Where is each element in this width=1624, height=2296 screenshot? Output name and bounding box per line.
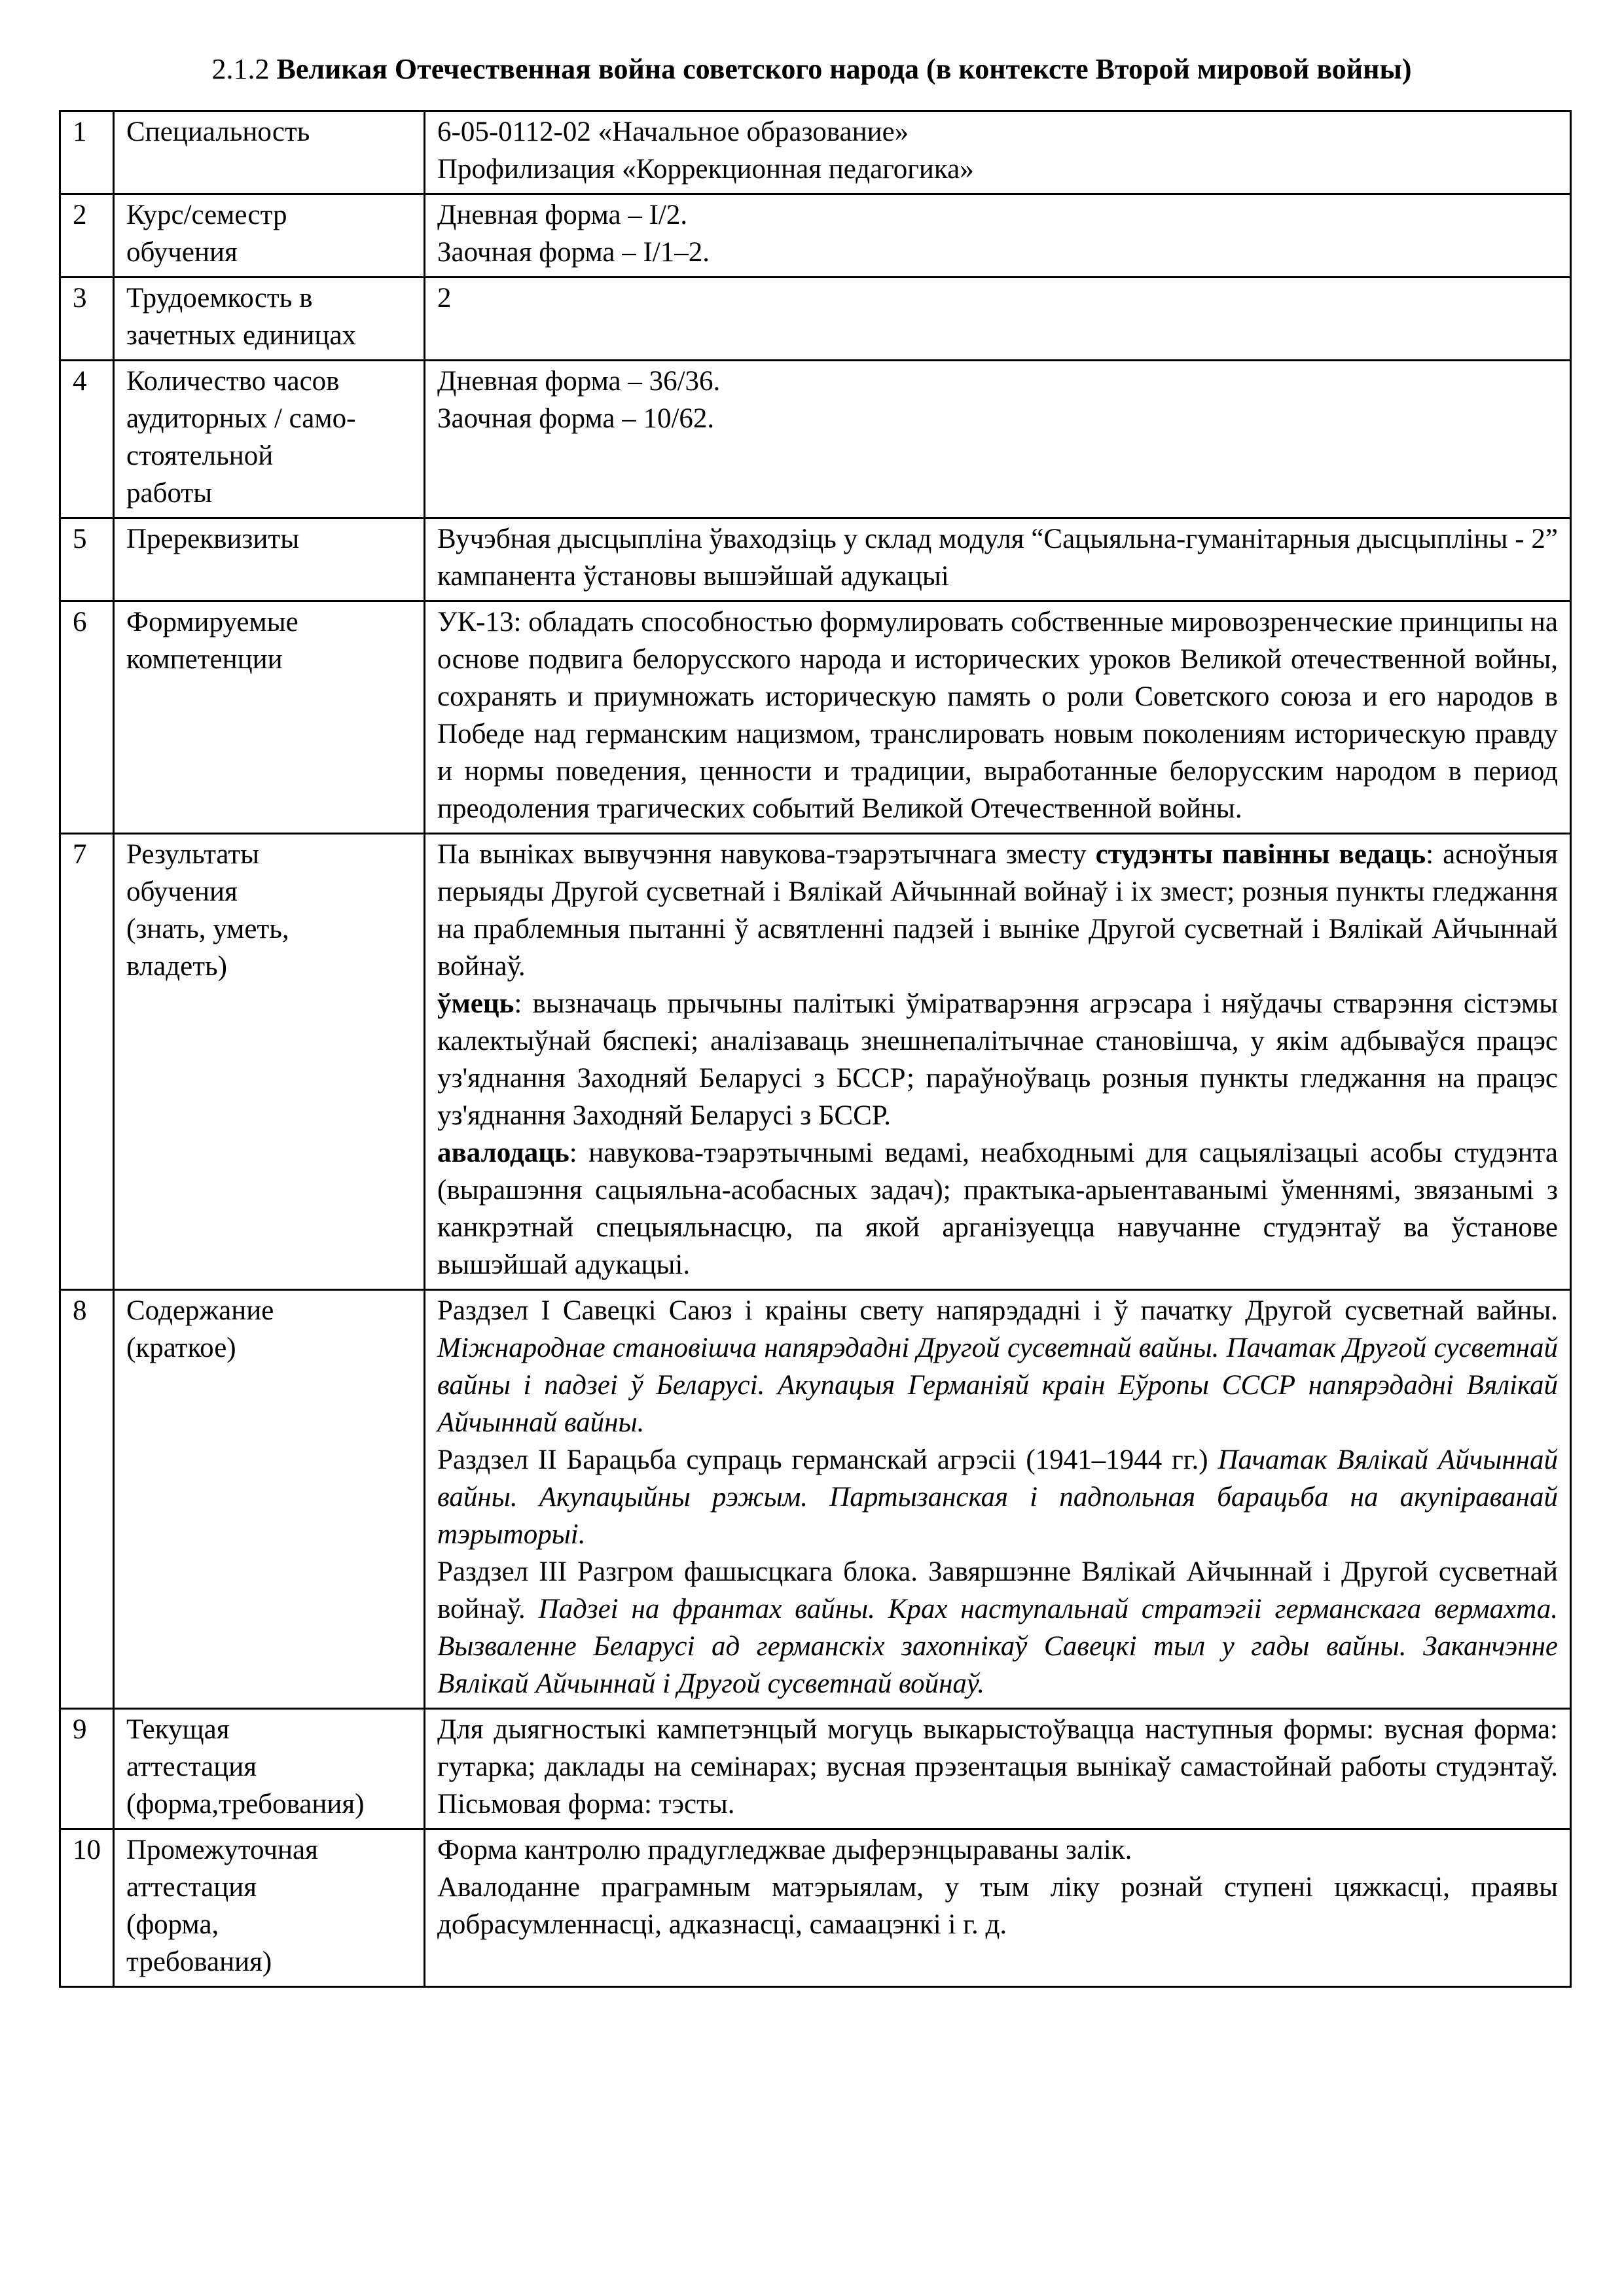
label-line: аттестация [126,1751,257,1782]
label-line: обучения [126,876,238,907]
label-line: аттестация [126,1872,257,1903]
section-topics: Пачатак Вялікай Айчыннай вайны. Акупацыйны рэжым. Партызанская і падпольная барацьба на акупіраванай тэрыторыі. [437,1444,1558,1550]
know-intro: Па выніках вывучэння навукова-тэарэтычнага зместу [437,839,1096,870]
row-number: 5 [60,518,114,601]
table-row [60,1709,1571,1829]
label-line: Текущая [126,1714,230,1745]
row-content [425,601,1571,834]
content-section [437,1441,1558,1553]
label-line: зачетных единицах [126,320,357,351]
content-paragraph: Для дыягностыкі кампетэнцый могуць выкарыстоўвацца наступныя формы: вусная форма: гутарка; даклады на семінарах; вусная прэзентацыя вынікаў самастойнай работы студэнтаў. Пісьмовая форма: тэсты. [437,1714,1558,1820]
label-line: Формируемые [126,607,298,637]
row-number: 10 [60,1829,114,1987]
skill-text: : вызначаць прычыны палітыкі ўміратварэння агрэсара і няўдачы стварэння сістэмы калектыўнай бяспекі; аналізаваць знешнепалітычнае становішча, у якім адбываўся працэс уз'яднання Заходняй Беларусі з БССР; параўноўваць розныя пункты гледжання на працэс уз'яднання Заходняй Беларусі з БССР. [437,988,1558,1131]
section-title: Великая Отечественная война советского народа (в контексте Второй мировой войны) [276,53,1412,85]
row-number: 4 [60,361,114,518]
table-row [60,361,1571,518]
label-line: (краткое) [126,1333,236,1363]
row-number: 8 [60,1290,114,1709]
content-line: Заочная форма – I/1–2. [437,237,710,268]
content-line: 2 [437,283,452,314]
own-text: : навукова-тэарэтычнымі ведамі, неабходнымі для сацыялізацыі асобы студэнта (вырашэння сацыяльна-асобасных задач); практыка-арыентаванымі ўменнямі, звязанымі з канкрэтнай спецыяльнасцю, па якой арганізуецца навучанне студэнтаў ва ўстанове вышэйшай адукацыі. [437,1138,1558,1280]
content-section [437,1292,1558,1441]
label-line: Пререквизиты [126,524,300,554]
label-line: требования) [126,1946,272,1977]
section-heading: Раздзел I Савецкі Саюз і краіны свету напярэдадні і ў пачатку Другой сусветнай вайны. [437,1295,1558,1326]
row-label [114,361,425,518]
row-label [114,1829,425,1987]
content-line: Профилизация «Коррекционная педагогика» [437,154,974,185]
content-section [437,1553,1558,1702]
row-label [114,1709,425,1829]
label-line: Результаты [126,839,260,870]
section-heading: Раздзел II Барацьба супраць германскай агрэсіі (1941–1944 гг.) [437,1444,1218,1475]
table-row [60,518,1571,601]
row-number: 7 [60,834,114,1290]
table-row [60,194,1571,278]
section-topics: Міжнароднае становішча напярэдадні Другой сусветнай вайны. Пачатак Другой сусветнай вайны і падзеі ў Беларусі. Акупацыя Германіяй краін Еўропы СССР напярэдадні Вялікай Айчыннай вайны. [437,1333,1558,1438]
row-number: 1 [60,111,114,194]
label-line: владеть) [126,951,227,982]
content-line: Заочная форма – 10/62. [437,403,715,434]
content-paragraph: УК-13: обладать способностью формулировать собственные мировозренческие принципы на основе подвига белорусского народа и исторических уроков Великой отечественной войны, сохранять и приумножать историческую память о роли Советского союза и его народов в Победе над германским нацизмом, транслировать новым поколениям историческую правду и нормы поведения, ценности и традиции, выработанные белорусским народом в период преодоления трагических событий Великой Отечественной войны. [437,607,1558,824]
row-number: 9 [60,1709,114,1829]
label-line: аудиторных / само- [126,403,356,434]
row-content [425,518,1571,601]
content-line: Дневная форма – I/2. [437,200,688,230]
know-heading: студэнты павінны ведаць [1095,839,1426,870]
content-paragraph: Вучэбная дысцыпліна ўваходзіць у склад модуля “Сацыяльна-гуманітарныя дысцыпліны - 2” кампанента ўстановы вышэйшай адукацыі [437,524,1558,592]
content-line: Дневная форма – 36/36. [437,366,721,397]
table-row [60,601,1571,834]
learning-own [437,1134,1558,1283]
section-number: 2.1.2 [211,53,270,85]
label-line: (форма, [126,1909,219,1940]
label-line: Промежуточная [126,1835,318,1865]
row-content [425,834,1571,1290]
label-line: Количество часов [126,366,340,397]
learning-know [437,836,1558,985]
label-line: (форма,требования) [126,1789,365,1820]
skill-heading: ўмець [437,988,514,1019]
content-paragraph: Авалоданне праграмным матэрыялам, у тым ліку рознай ступені цяжкасці, праявы добрасумленнасці, адказнасці, самаацэнкі і г. д. [437,1872,1558,1940]
row-number: 2 [60,194,114,278]
row-number: 6 [60,601,114,834]
row-content [425,194,1571,278]
row-label [114,278,425,361]
table-row [60,1290,1571,1709]
label-line: (знать, уметь, [126,914,289,944]
row-label [114,518,425,601]
label-line: обучения [126,237,238,268]
learning-skill [437,985,1558,1134]
row-label [114,1290,425,1709]
label-line: стоятельной [126,440,274,471]
content-paragraph: Форма кантролю прадугледжвае дыферэнцыраваны залік. [437,1835,1132,1865]
label-line: Трудоемкость в [126,283,313,314]
row-content [425,1829,1571,1987]
row-content [425,111,1571,194]
row-label [114,834,425,1290]
row-content [425,1709,1571,1829]
section-heading: Раздзел III Разгром фашысцкага блока. Завяршэнне Вялікай Айчыннай і Другой сусветнай войнаў. [437,1556,1558,1624]
label-line: Специальность [126,117,310,147]
content-line: 6-05-0112-02 «Начальное образование» [437,117,909,147]
table-row [60,111,1571,194]
label-line: работы [126,478,213,509]
page-title [59,51,1564,88]
row-content [425,278,1571,361]
know-text: : асноўныя перыяды Другой сусветнай і Вялікай Айчыннай войнаў і іх змест; розныя пункты гледжання на праблемныя пытанні ў асвятленні падзей і выніке Другой сусветнай і Вялікай Айчыннай войнаў. [437,839,1558,982]
discipline-table [59,110,1572,1988]
row-label [114,111,425,194]
row-label [114,194,425,278]
section-topics: Падзеі на франтах вайны. Крах наступальнай стратэгіі германскага вермахта. Вызваленне Беларусі ад германскіх захопнікаў Савецкі тыл у гады вайны. Заканчэнне Вялікай Айчыннай і Другой сусветнай войнаў. [437,1594,1558,1699]
table-row [60,1829,1571,1987]
row-label [114,601,425,834]
row-content [425,1290,1571,1709]
label-line: Содержание [126,1295,274,1326]
row-content [425,361,1571,518]
table-row [60,834,1571,1290]
label-line: компетенции [126,644,283,675]
own-heading: авалодаць [437,1138,569,1168]
row-number: 3 [60,278,114,361]
table-row [60,278,1571,361]
label-line: Курс/семестр [126,200,287,230]
